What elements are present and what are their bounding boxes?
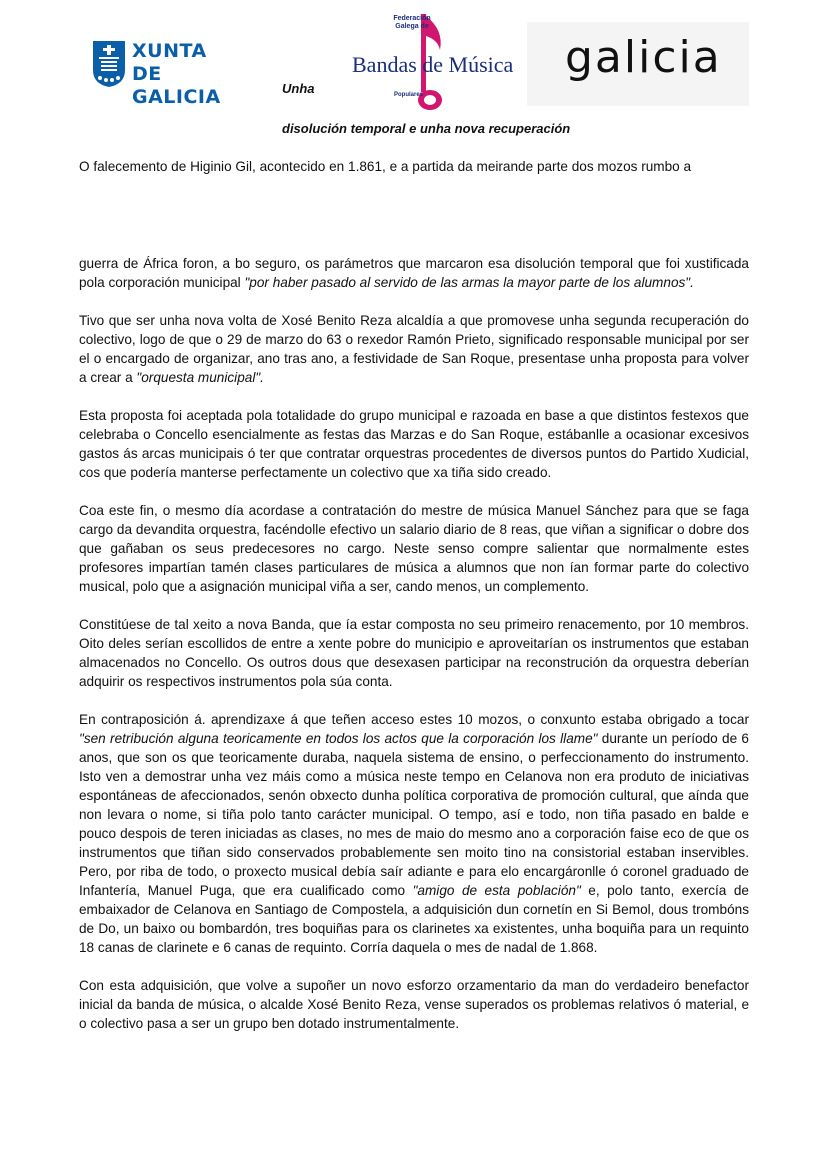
paragraph-1-text: O falecemento de Higinio Gil, acontecido en 1.861, e a partida da meirande parte dos mozos rumbo a xyxy=(79,159,692,174)
paragraph-4: Esta proposta foi aceptada pola totalidade do grupo municipal e razoada en base a que distintos festexos que celebraba o Concello esencialmente as festas das Marzas e do San Roque, estábanlle a ocasionar excesivos gastos ás arcas municipais ó ter que contratar orquestras procedentes de diversos puntos do Partido Xudicial, cos que podería manterse perfectamente un colectivo que xa tiña sido creado. xyxy=(79,408,749,480)
page-header xyxy=(0,0,827,120)
federation-bandas-logo xyxy=(348,12,514,117)
federation-line2: Galega de xyxy=(395,23,429,30)
xunta-line1: XUNTA xyxy=(132,40,207,62)
paragraph-3 xyxy=(79,311,749,387)
paragraph-7-quote-b: "amigo de esta población" xyxy=(412,883,581,898)
paragraph-3-quote: "orquesta municipal". xyxy=(136,370,264,385)
paragraph-3-text: Tivo que ser unha nova volta de Xosé Benito Reza alcaldía a que promovese unha segunda recuperación do colectivo, logo de que o 29 de marzo do 63 o rexedor Ramón Prieto, significado responsable municipal por ser el o encargado de organizar, ano tras ano, a festividade de San Roque, presentase unha proposta para volver a crear a xyxy=(79,313,749,385)
paragraph-7 xyxy=(79,710,749,957)
galicia-wordmark: galicia xyxy=(565,32,722,83)
xunta-line2: DE GALICIA xyxy=(132,63,221,108)
federation-populares: Populares xyxy=(394,92,424,98)
galicia-logo xyxy=(527,22,749,106)
paragraph-7-quote-a: "sen retribución alguna teoricamente en todos los actos que la corporación los llame" xyxy=(79,731,598,746)
xunta-de-galicia-logo xyxy=(92,38,252,108)
paragraph-8: Con esta adquisición, que volve a supoñer un novo esforzo orzamentario da man do verdadeiro benefactor inicial da banda de música, o alcalde Xosé Benito Reza, vense superados os problemas relativos ó material, e o colectivo pasa a ser un grupo ben dotado instrumentalmente. xyxy=(79,978,749,1031)
paragraph-2 xyxy=(79,254,749,292)
paragraph-7-text-c: e, polo tanto, exercía de embaixador de Celanova en Santiago de Compostela, a adquisición dun cornetín en Si Bemol, dous trombóns de Do, un baixo ou bombardón, tres boquiñas para os clarinetes xa existentes, unha boquiña para un requinto 18 canas de clarinete e 6 canas de requinto. Corría daquela o mes de nadal de 1.868. xyxy=(79,883,749,955)
federation-name: Bandas de Música xyxy=(352,52,514,77)
paragraph-7-text-b: durante un período de 6 anos, que son os que teoricamente duraba, naquela sistema de ensino, o perfeccionamento do instrumento. Isto ven a demostrar unha vez máis como a música neste tempo en Celanova non era produto de iniciativas espontáneas de afeccionados, senón obxecto dunha política corporativa de promoción cultural, que aínda que non levara o nome, si tiña polo tanto carácter municipal. O tempo, así e todo, non tiña pasado en balde e pouco despois de teren iniciadas as clases, no mes de maio do mesmo ano a corporación faise eco de que os instrumentos que tiñan sido conservados probablemente sen moito tino na consistorial estaban inservibles. Pero, por riba de todo, o proxecto musical debía saír adiante e para elo encargáronlle ó coronel graduado de Infantería, Manuel Puga, que era cualificado como xyxy=(79,731,749,898)
federation-line1: Federación xyxy=(393,15,431,22)
paragraph-5: Coa este fin, o mesmo día acordase a contratación do mestre de música Manuel Sánchez para que se faga cargo da devandita orquestra, facéndolle efectivo un salario diario de 8 reas, que viñan a significar o dobre dos que gañaban os seus predecesores no cargo. Neste senso compre salientar que normalmente estes profesores impartían tamén clases particulares de música a alumnos que non ían formar parte do colectivo musical, polo que a asignación municipal viña a ser, cando menos, un complemento. xyxy=(79,503,749,594)
heading-line-2: disolución temporal e unha nova recuperación xyxy=(282,121,571,136)
paragraph-6: Constitúese de tal xeito a nova Banda, que ía estar composta no seu primeiro renacemento, por 10 membros. Oito deles serían escollidos de entre a xente pobre do municipio e aproveitarían os instrumentos que estaban almacenados no Concello. Os outros dous que desexasen participar na reconstrución da orquestra deberían adquirir os respectivos instrumentos pola súa conta. xyxy=(79,617,749,689)
heading-line-1: Unha xyxy=(282,81,315,96)
xunta-shield-icon xyxy=(92,40,126,88)
paragraph-1 xyxy=(79,157,749,176)
paragraph-7-text-a: En contraposición á. aprendizaxe á que teñen acceso estes 10 mozos, o conxunto estaba obrigado a tocar xyxy=(79,712,749,727)
paragraph-2-quote: "por haber pasado al servido de las armas la mayor parte de los alumnos". xyxy=(244,275,694,290)
paragraph-2-text: guerra de África foron, a bo seguro, os parámetros que marcaron esa disolución temporal que foi xustificada pola corporación municipal xyxy=(79,256,749,290)
xunta-wordmark xyxy=(132,40,252,109)
body-text xyxy=(79,254,749,1033)
